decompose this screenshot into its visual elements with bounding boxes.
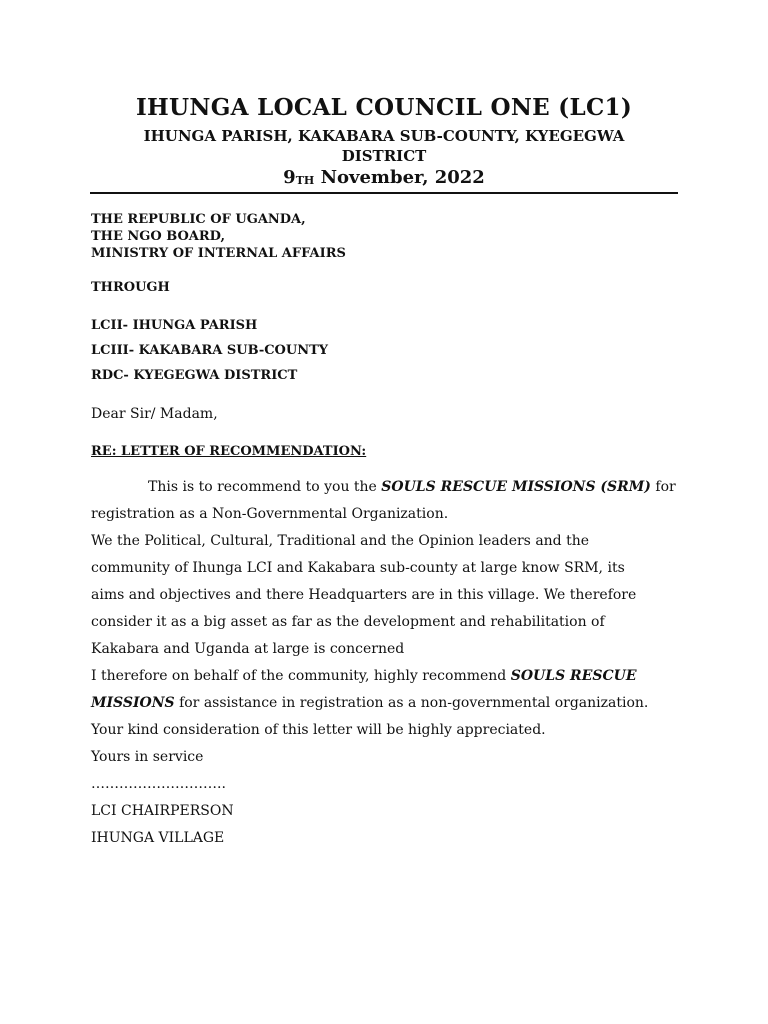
through-line: LCII- IHUNGA PARISH xyxy=(91,318,258,333)
org-name: MISSIONS xyxy=(91,695,175,711)
body-line: Kakabara and Uganda at large is concerned xyxy=(91,641,405,657)
subject: RE: LETTER OF RECOMMENDATION: xyxy=(91,444,367,459)
body-text: for assistance in registration as a non-governmental organization. xyxy=(174,695,649,711)
letter-date xyxy=(0,167,768,188)
header-rule xyxy=(90,192,678,194)
signature-dots: ……………………….. xyxy=(91,776,226,792)
salutation: Dear Sir/ Madam, xyxy=(91,406,218,422)
body-text: This is to recommend to you the xyxy=(148,479,382,495)
through-line: LCIII- KAKABARA SUB-COUNTY xyxy=(91,343,329,358)
addressee-block xyxy=(91,211,346,262)
body-line xyxy=(91,474,691,501)
body-line: We the Political, Cultural, Traditional and the Opinion leaders and the xyxy=(91,533,590,549)
body-line: registration as a Non-Governmental Organization. xyxy=(91,506,449,522)
body-text: I therefore on behalf of the community, highly recommend xyxy=(91,668,511,684)
date-rest: November, 2022 xyxy=(314,167,485,188)
council-title: IHUNGA LOCAL COUNCIL ONE (LC1) xyxy=(135,94,633,121)
body-text: for xyxy=(650,479,676,495)
letter-body xyxy=(91,474,691,852)
body-line: Your kind consideration of this letter will be highly appreciated. xyxy=(91,722,546,738)
signatory-village: IHUNGA VILLAGE xyxy=(91,830,225,846)
addressee-line: THE REPUBLIC OF UGANDA, xyxy=(91,212,306,227)
body-line: aims and objectives and there Headquarters are in this village. We therefore xyxy=(91,587,637,603)
body-line xyxy=(91,663,691,690)
address-line-1: IHUNGA PARISH, KAKABARA SUB-COUNTY, KYEGEGWA xyxy=(143,127,625,145)
subject-line xyxy=(91,438,691,465)
date-day: 9 xyxy=(283,167,296,188)
through-line: RDC- KYEGEGWA DISTRICT xyxy=(91,368,298,383)
address-line-2: DISTRICT xyxy=(341,147,427,165)
body-line xyxy=(91,690,691,717)
org-name: SOULS RESCUE MISSIONS (SRM) xyxy=(381,479,651,495)
date-suffix: TH xyxy=(295,174,315,187)
addressee-line: MINISTRY OF INTERNAL AFFAIRS xyxy=(91,246,346,261)
through-label: THROUGH xyxy=(91,280,170,295)
body-line: community of Ihunga LCI and Kakabara sub-county at large know SRM, its xyxy=(91,560,625,576)
signatory-title: LCI CHAIRPERSON xyxy=(91,803,234,819)
through-block xyxy=(91,313,328,388)
org-name: SOULS RESCUE xyxy=(510,668,637,684)
body-line: consider it as a big asset as far as the development and rehabilitation of xyxy=(91,614,605,630)
closing-yours: Yours in service xyxy=(91,749,204,765)
addressee-line: THE NGO BOARD, xyxy=(91,229,226,244)
